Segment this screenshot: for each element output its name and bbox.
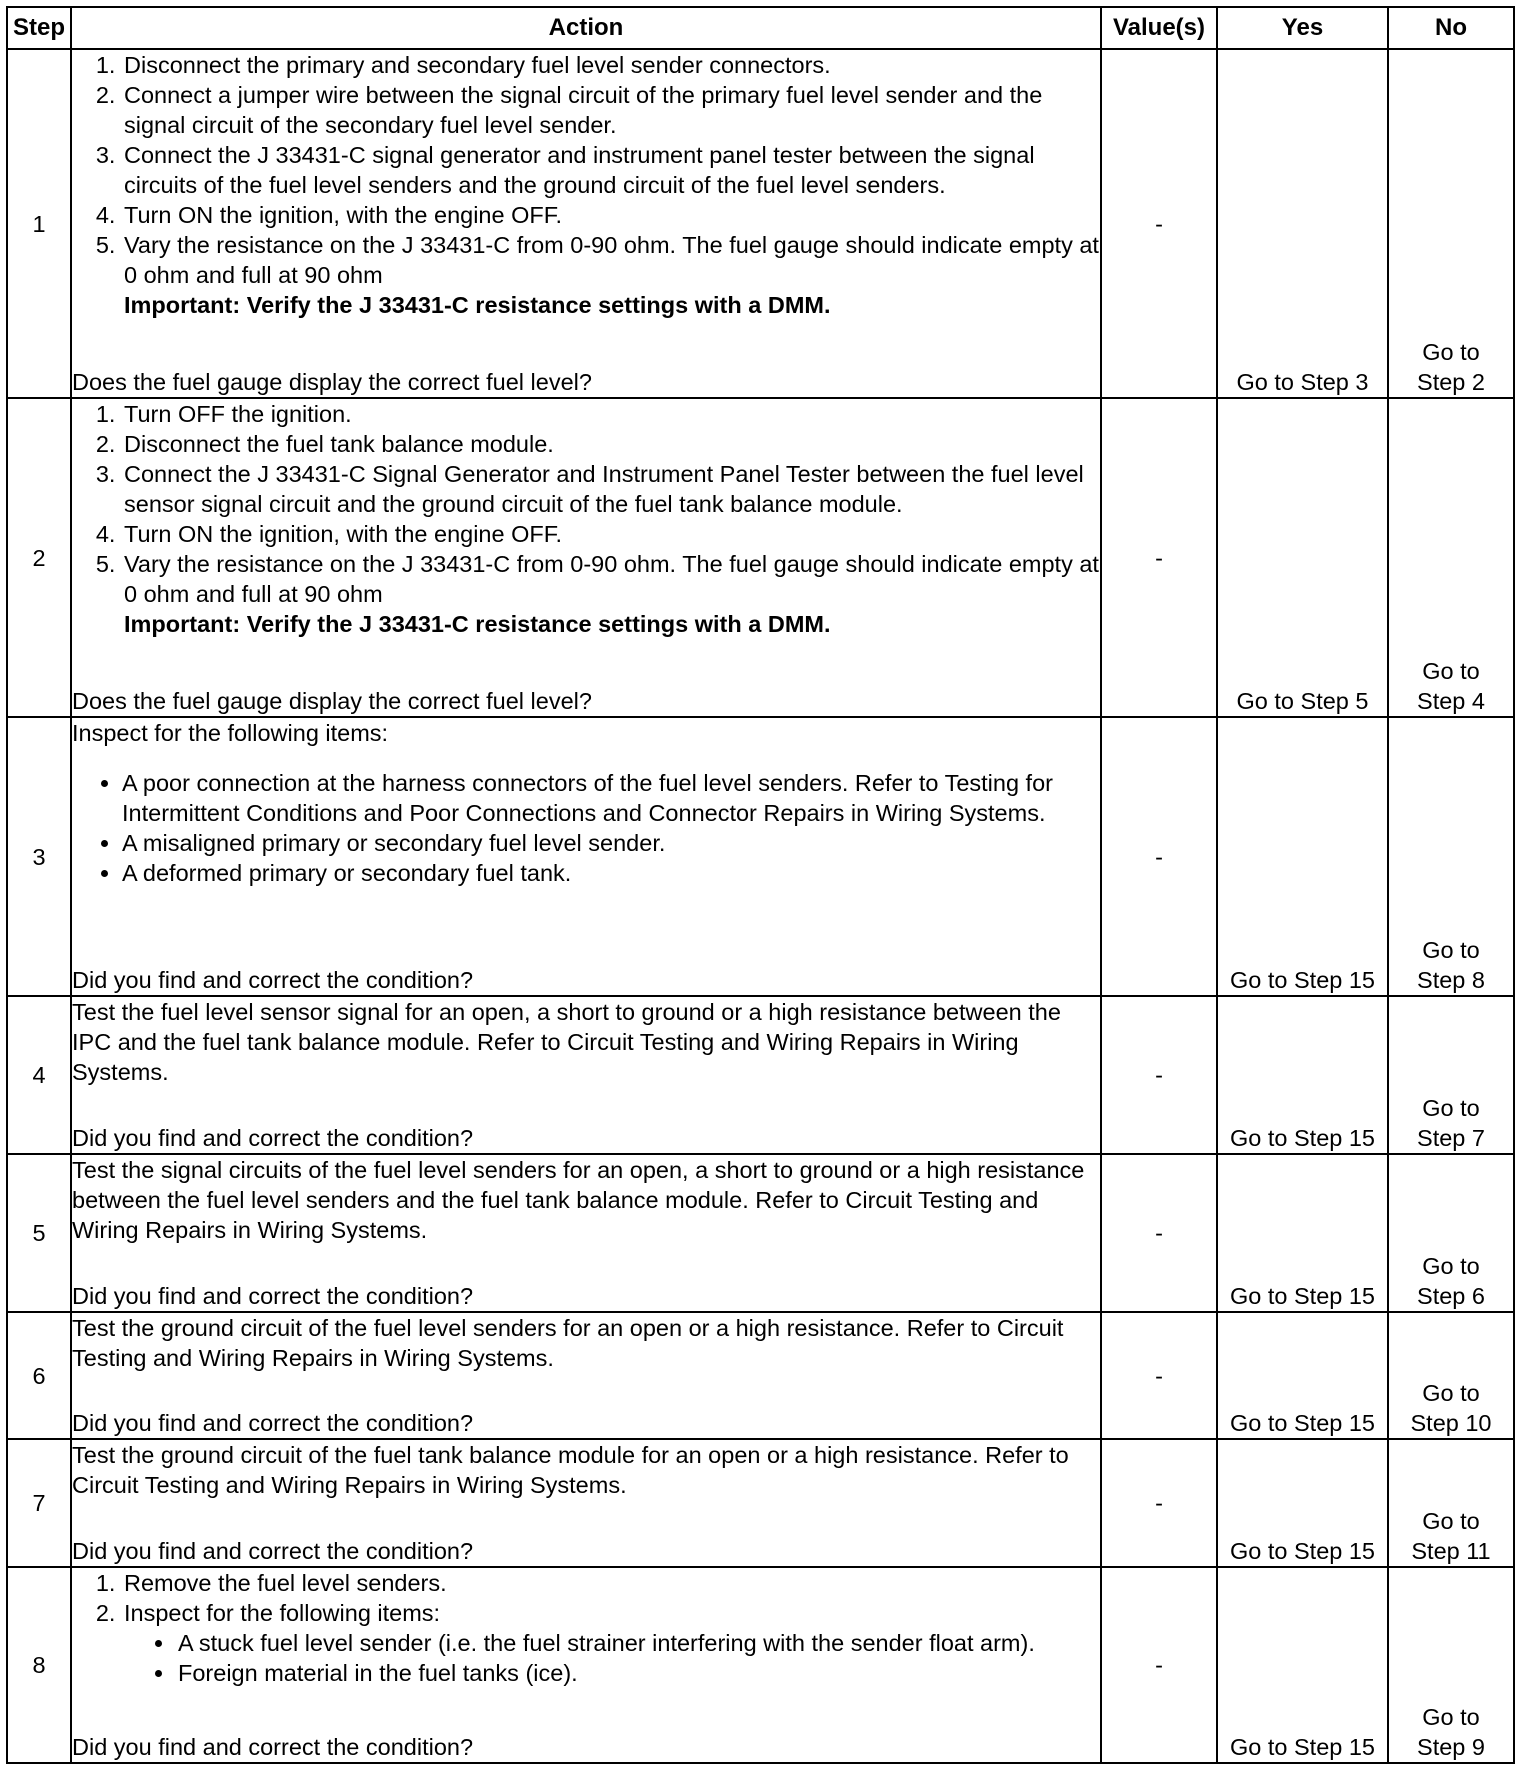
no-link-line2: Step 8 (1417, 967, 1485, 993)
action-step: 4. Turn ON the ignition, with the engine OFF. (122, 200, 1100, 230)
inspection-list (124, 1628, 1100, 1688)
no-link[interactable] (1388, 1154, 1514, 1312)
important-note: Important: Verify the J 33431-C resistance settings with a DMM. (124, 292, 831, 318)
no-link-line2: Step 4 (1417, 688, 1485, 714)
action-cell (71, 1154, 1101, 1312)
table-row-step-1 (7, 49, 1514, 398)
action-step (122, 230, 1100, 320)
action-step: 2. Disconnect the fuel tank balance module. (122, 429, 1100, 459)
action-cell (71, 1312, 1101, 1439)
inspection-item: • A misaligned primary or secondary fuel level sender. (122, 828, 1100, 858)
action-question: Did you find and correct the condition? (72, 1734, 474, 1760)
no-link-line1: Go to (1422, 1380, 1480, 1406)
no-link[interactable] (1388, 1567, 1514, 1763)
no-link-line1: Go to (1422, 1253, 1480, 1279)
value-cell: - (1101, 717, 1217, 996)
value-cell: - (1101, 1567, 1217, 1763)
step-number: 1 (7, 49, 71, 398)
action-question: Did you find and correct the condition? (72, 1283, 474, 1309)
yes-link[interactable]: Go to Step 5 (1217, 398, 1388, 717)
value-cell: - (1101, 398, 1217, 717)
value-cell: - (1101, 1312, 1217, 1439)
no-link-line2: Step 2 (1417, 369, 1485, 395)
header-row (7, 7, 1514, 49)
action-text: Test the signal circuits of the fuel level senders for an open, a short to ground or a high resistance between the fuel level senders and the fuel tank balance module. Refer to Circuit Testing and Wiring Repairs in Wiring Systems. (72, 1157, 1085, 1243)
action-step (122, 549, 1100, 639)
inspection-item: • Foreign material in the fuel tanks (ice). (176, 1658, 1100, 1688)
no-link-line2: Step 7 (1417, 1125, 1485, 1151)
action-step: 1. Disconnect the primary and secondary fuel level sender connectors. (122, 50, 1100, 80)
no-link-line2: Step 10 (1410, 1410, 1492, 1436)
action-intro: Inspect for the following items: (72, 720, 389, 746)
action-step: 3. Connect the J 33431-C signal generator and instrument panel tester between the signal circuits of the fuel level senders and the ground circuit of the fuel level senders. (122, 140, 1100, 200)
action-steps (72, 1568, 1100, 1688)
step-number: 2 (7, 398, 71, 717)
action-cell (71, 49, 1101, 398)
table-row-step-6 (7, 1312, 1514, 1439)
action-question: Does the fuel gauge display the correct fuel level? (72, 369, 592, 395)
step-number: 5 (7, 1154, 71, 1312)
header-values: Value(s) (1101, 7, 1217, 49)
no-link-line2: Step 6 (1417, 1283, 1485, 1309)
step-number: 3 (7, 717, 71, 996)
action-text: Test the fuel level sensor signal for an open, a short to ground or a high resistance between the IPC and the fuel tank balance module. Refer to Circuit Testing and Wiring Repairs in Wiring Systems. (72, 999, 1061, 1085)
no-link-line1: Go to (1422, 1508, 1480, 1534)
action-step-text: Vary the resistance on the J 33431-C from 0-90 ohm. The fuel gauge should indicate empty at 0 ohm and full at 90 ohm (124, 551, 1099, 607)
value-cell: - (1101, 1439, 1217, 1567)
step-number: 7 (7, 1439, 71, 1567)
inspection-list (72, 768, 1100, 888)
table-row-step-3 (7, 717, 1514, 996)
important-note: Important: Verify the J 33431-C resistance settings with a DMM. (124, 611, 831, 637)
value-cell: - (1101, 49, 1217, 398)
action-question: Did you find and correct the condition? (72, 967, 474, 993)
action-text: Test the ground circuit of the fuel level senders for an open or a high resistance. Refer to Circuit Testing and Wiring Repairs in Wiring Systems. (72, 1315, 1064, 1371)
no-link-line1: Go to (1422, 339, 1480, 365)
action-steps (72, 399, 1100, 639)
action-cell (71, 1567, 1101, 1763)
action-step: 2. Connect a jumper wire between the signal circuit of the primary fuel level sender and the signal circuit of the secondary fuel level sender. (122, 80, 1100, 140)
step-number: 6 (7, 1312, 71, 1439)
yes-link[interactable]: Go to Step 15 (1217, 1154, 1388, 1312)
no-link-line2: Step 11 (1411, 1538, 1491, 1564)
yes-link[interactable]: Go to Step 15 (1217, 717, 1388, 996)
table-row-step-7 (7, 1439, 1514, 1567)
no-link-line2: Step 9 (1417, 1734, 1485, 1760)
no-link[interactable] (1388, 1439, 1514, 1567)
no-link[interactable] (1388, 717, 1514, 996)
action-step-text: Inspect for the following items: (124, 1600, 441, 1626)
no-link[interactable] (1388, 49, 1514, 398)
table-row-step-8 (7, 1567, 1514, 1763)
header-action: Action (71, 7, 1101, 49)
diagnostic-table (6, 6, 1515, 1764)
action-step: 4. Turn ON the ignition, with the engine OFF. (122, 519, 1100, 549)
action-cell (71, 398, 1101, 717)
step-number: 8 (7, 1567, 71, 1763)
yes-link[interactable]: Go to Step 15 (1217, 1567, 1388, 1763)
action-question: Did you find and correct the condition? (72, 1538, 474, 1564)
table-row-step-5 (7, 1154, 1514, 1312)
action-step (122, 1598, 1100, 1688)
action-cell (71, 717, 1101, 996)
yes-link[interactable]: Go to Step 15 (1217, 1439, 1388, 1567)
action-question: Did you find and correct the condition? (72, 1125, 474, 1151)
action-cell (71, 996, 1101, 1154)
action-cell (71, 1439, 1101, 1567)
value-cell: - (1101, 1154, 1217, 1312)
no-link[interactable] (1388, 996, 1514, 1154)
no-link-line1: Go to (1422, 658, 1480, 684)
action-question: Does the fuel gauge display the correct fuel level? (72, 688, 592, 714)
table-row-step-4 (7, 996, 1514, 1154)
inspection-item: • A deformed primary or secondary fuel tank. (122, 858, 1100, 888)
action-step: 3. Connect the J 33431-C Signal Generator and Instrument Panel Tester between the fuel level sensor signal circuit and the ground circuit of the fuel tank balance module. (122, 459, 1100, 519)
table-row-step-2 (7, 398, 1514, 717)
inspection-item: • A stuck fuel level sender (i.e. the fuel strainer interfering with the sender float arm). (176, 1628, 1100, 1658)
no-link-line1: Go to (1422, 937, 1480, 963)
action-text: Test the ground circuit of the fuel tank balance module for an open or a high resistance. Refer to Circuit Testing and Wiring Repairs in Wiring Systems. (72, 1442, 1069, 1498)
no-link[interactable] (1388, 398, 1514, 717)
header-step: Step (7, 7, 71, 49)
action-question: Did you find and correct the condition? (72, 1410, 474, 1436)
yes-link[interactable]: Go to Step 3 (1217, 49, 1388, 398)
no-link-line1: Go to (1422, 1704, 1480, 1730)
no-link[interactable] (1388, 1312, 1514, 1439)
header-yes: Yes (1217, 7, 1388, 49)
header-no: No (1388, 7, 1514, 49)
action-step: 1. Remove the fuel level senders. (122, 1568, 1100, 1598)
yes-link[interactable]: Go to Step 15 (1217, 1312, 1388, 1439)
step-number: 4 (7, 996, 71, 1154)
no-link-line1: Go to (1422, 1095, 1480, 1121)
action-steps (72, 50, 1100, 320)
inspection-item: • A poor connection at the harness connectors of the fuel level senders. Refer to Testing for Intermittent Conditions and Poor Connections and Connector Repairs in Wiring Systems. (122, 768, 1100, 828)
yes-link[interactable]: Go to Step 15 (1217, 996, 1388, 1154)
value-cell: - (1101, 996, 1217, 1154)
action-step-text: Vary the resistance on the J 33431-C from 0-90 ohm. The fuel gauge should indicate empty at 0 ohm and full at 90 ohm (124, 232, 1099, 288)
action-step: 1. Turn OFF the ignition. (122, 399, 1100, 429)
